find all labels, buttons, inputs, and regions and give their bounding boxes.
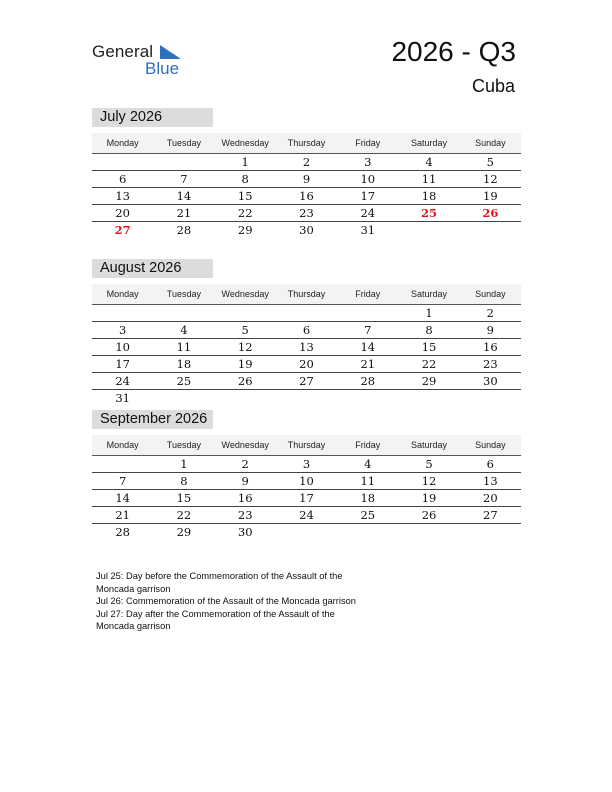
day-cell: 10 — [299, 474, 314, 488]
weekday-label: Friday — [355, 440, 381, 450]
day-cell: 11 — [360, 474, 376, 488]
day-cell: 25 — [421, 206, 438, 220]
day-cell: 2 — [486, 306, 494, 320]
week-row — [92, 473, 521, 490]
week-row — [92, 356, 521, 373]
month-title: August 2026 — [92, 259, 213, 278]
weekday-label: Tuesday — [166, 138, 202, 148]
day-cell: 17 — [360, 189, 376, 203]
day-cell: 13 — [483, 474, 498, 488]
weekday-label: Thursday — [287, 289, 326, 299]
month-july — [92, 108, 521, 238]
day-cell: 28 — [115, 525, 130, 539]
day-cell: 2 — [302, 155, 311, 169]
day-cell — [215, 305, 276, 321]
day-cell — [398, 524, 459, 540]
week-row — [92, 171, 521, 188]
day-cell: 31 — [115, 391, 130, 405]
day-cell: 13 — [299, 340, 314, 354]
day-cell: 28 — [360, 374, 376, 388]
day-cell — [460, 524, 521, 540]
note-line: Jul 26: Commemoration of the Assault of the Moncada garrison — [96, 596, 356, 607]
day-cell — [398, 390, 459, 406]
weekday-label: Saturday — [411, 138, 448, 148]
weekday-label: Monday — [106, 440, 139, 450]
generalblue-logo — [92, 40, 192, 80]
day-cell — [153, 305, 214, 321]
week-row — [92, 322, 521, 339]
weekday-header-row — [92, 284, 521, 305]
day-cell: 20 — [299, 357, 314, 371]
day-cell: 3 — [118, 323, 127, 337]
day-cell — [276, 305, 337, 321]
day-cell — [92, 154, 153, 170]
day-cell: 1 — [241, 155, 249, 169]
day-cell: 4 — [180, 323, 188, 337]
week-row — [92, 373, 521, 390]
day-cell: 22 — [176, 508, 192, 522]
day-cell: 7 — [180, 172, 188, 186]
day-cell: 29 — [237, 223, 253, 237]
day-cell: 16 — [299, 189, 314, 203]
day-cell: 11 — [176, 340, 192, 354]
day-cell — [153, 154, 214, 170]
month-title: July 2026 — [92, 108, 213, 127]
day-cell — [337, 524, 398, 540]
day-cell: 23 — [299, 206, 314, 220]
weekday-label: Wednesday — [221, 289, 269, 299]
day-cell: 26 — [237, 374, 253, 388]
day-cell: 28 — [176, 223, 192, 237]
day-cell: 6 — [302, 323, 311, 337]
day-cell: 3 — [364, 155, 372, 169]
day-cell — [276, 524, 337, 540]
day-cell — [153, 390, 214, 406]
day-cell: 5 — [486, 155, 494, 169]
day-cell — [460, 222, 521, 238]
day-cell: 18 — [176, 357, 192, 371]
day-cell: 9 — [241, 474, 249, 488]
day-cell: 18 — [360, 491, 376, 505]
week-row — [92, 205, 521, 222]
page-title: 2026 - Q3 — [391, 36, 516, 67]
day-cell: 17 — [299, 491, 314, 505]
logo-text-blue: Blue — [145, 59, 180, 78]
day-cell: 10 — [360, 172, 376, 186]
day-cell: 30 — [299, 223, 314, 237]
day-cell: 24 — [299, 508, 314, 522]
day-cell — [337, 390, 398, 406]
day-cell: 23 — [483, 357, 498, 371]
day-cell: 24 — [360, 206, 376, 220]
day-cell: 29 — [176, 525, 192, 539]
day-cell: 6 — [486, 457, 494, 471]
day-cell: 12 — [421, 474, 437, 488]
day-cell: 1 — [180, 457, 188, 471]
note-line: Jul 27: Day after the Commemoration of the Assault of the — [96, 608, 335, 619]
weekday-label: Wednesday — [221, 440, 269, 450]
day-cell: 14 — [176, 189, 192, 203]
holiday-notes — [96, 570, 416, 633]
week-row — [92, 490, 521, 507]
day-cell: 8 — [425, 323, 433, 337]
weekday-label: Saturday — [411, 289, 448, 299]
weekday-label: Tuesday — [166, 289, 202, 299]
month-august — [92, 259, 521, 406]
day-cell: 8 — [180, 474, 188, 488]
weekday-label: Friday — [355, 138, 381, 148]
day-cell: 15 — [237, 189, 253, 203]
weekday-label: Sunday — [475, 440, 506, 450]
day-cell: 19 — [421, 491, 437, 505]
day-cell: 4 — [364, 457, 372, 471]
day-cell: 3 — [302, 457, 311, 471]
day-cell: 7 — [118, 474, 127, 488]
day-cell: 30 — [483, 374, 498, 388]
day-cell: 10 — [115, 340, 130, 354]
week-row — [92, 154, 521, 171]
day-cell: 29 — [421, 374, 437, 388]
day-cell: 12 — [237, 340, 253, 354]
week-row — [92, 524, 521, 540]
day-cell — [276, 390, 337, 406]
day-cell: 16 — [237, 491, 253, 505]
day-cell: 30 — [237, 525, 253, 539]
week-row — [92, 222, 521, 238]
weekday-label: Tuesday — [166, 440, 202, 450]
day-cell: 27 — [114, 223, 131, 237]
day-cell: 25 — [176, 374, 192, 388]
day-cell: 21 — [176, 206, 192, 220]
logo-text-general: General — [92, 42, 154, 61]
weekday-label: Saturday — [411, 440, 448, 450]
day-cell: 15 — [176, 491, 192, 505]
day-cell: 22 — [421, 357, 437, 371]
day-cell: 5 — [241, 323, 249, 337]
weekday-label: Monday — [106, 138, 139, 148]
day-cell — [215, 390, 276, 406]
day-cell: 8 — [241, 172, 249, 186]
month-september — [92, 410, 521, 540]
day-cell: 31 — [360, 223, 376, 237]
weekday-label: Monday — [106, 289, 139, 299]
day-cell: 19 — [237, 357, 253, 371]
day-cell: 1 — [425, 306, 433, 320]
week-row — [92, 390, 521, 406]
day-cell: 7 — [364, 323, 372, 337]
note-line: Jul 25: Day before the Commemoration of the Assault of the — [96, 571, 343, 581]
day-cell: 27 — [299, 374, 314, 388]
week-row — [92, 339, 521, 356]
week-row — [92, 507, 521, 524]
weekday-label: Friday — [355, 289, 381, 299]
day-cell: 22 — [237, 206, 253, 220]
day-cell: 11 — [421, 172, 437, 186]
day-cell: 17 — [115, 357, 130, 371]
day-cell: 4 — [425, 155, 433, 169]
day-cell: 19 — [483, 189, 498, 203]
day-cell: 6 — [118, 172, 127, 186]
day-cell: 20 — [483, 491, 498, 505]
day-cell: 9 — [302, 172, 311, 186]
day-cell: 13 — [115, 189, 130, 203]
day-cell: 15 — [421, 340, 437, 354]
country-name: Cuba — [471, 76, 515, 96]
day-cell: 23 — [237, 508, 253, 522]
weekday-header-row — [92, 435, 521, 456]
day-cell: 26 — [421, 508, 437, 522]
day-cell: 2 — [241, 457, 249, 471]
day-cell: 14 — [360, 340, 376, 354]
weekday-label: Thursday — [287, 138, 326, 148]
weekday-label: Sunday — [475, 289, 506, 299]
weekday-label: Wednesday — [221, 138, 269, 148]
day-cell — [337, 305, 398, 321]
day-cell: 20 — [115, 206, 130, 220]
day-cell: 14 — [115, 491, 130, 505]
note-line: Moncada garrison — [96, 583, 171, 594]
day-cell: 25 — [360, 508, 376, 522]
week-row — [92, 188, 521, 205]
day-cell: 27 — [483, 508, 498, 522]
weekday-label: Thursday — [287, 440, 326, 450]
day-cell: 5 — [425, 457, 433, 471]
note-line: Moncada garrison — [96, 621, 171, 632]
day-cell — [92, 305, 153, 321]
day-cell: 16 — [483, 340, 498, 354]
day-cell: 9 — [486, 323, 494, 337]
day-cell: 26 — [482, 206, 499, 220]
day-cell: 12 — [483, 172, 498, 186]
weekday-header-row — [92, 133, 521, 154]
day-cell: 21 — [115, 508, 130, 522]
week-row — [92, 456, 521, 473]
day-cell: 24 — [115, 374, 130, 388]
month-title: September 2026 — [92, 410, 213, 429]
day-cell: 21 — [360, 357, 376, 371]
weekday-label: Sunday — [475, 138, 506, 148]
day-cell — [460, 390, 521, 406]
day-cell — [398, 222, 459, 238]
week-row — [92, 305, 521, 322]
day-cell: 18 — [421, 189, 437, 203]
day-cell — [92, 456, 153, 472]
